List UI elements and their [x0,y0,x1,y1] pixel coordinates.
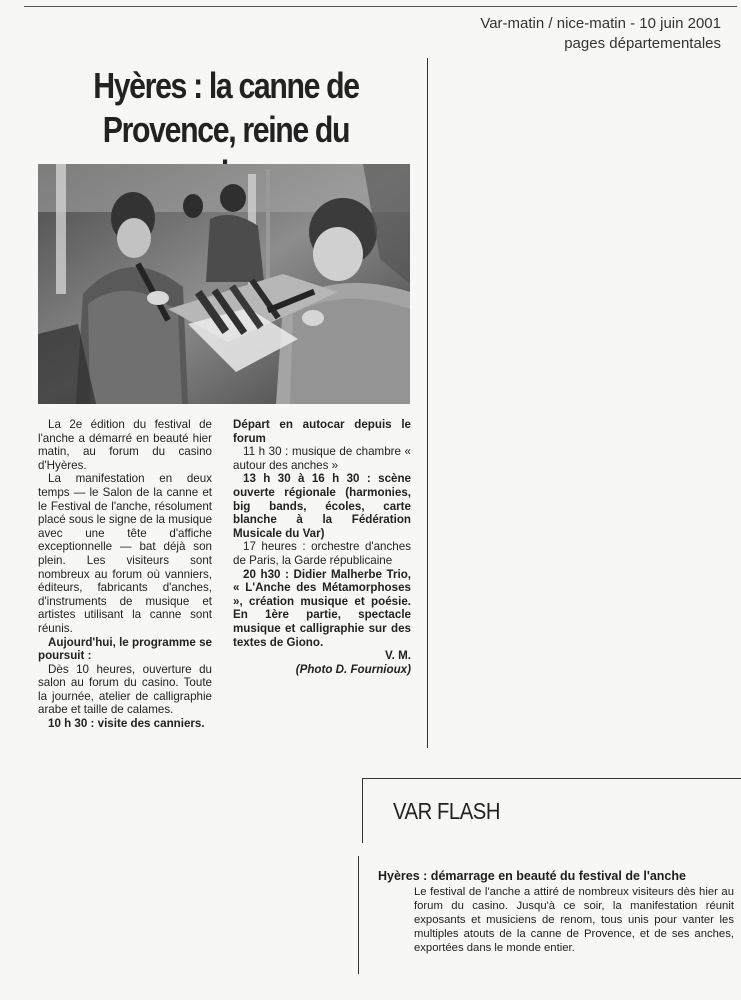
var-flash-headline: Hyères : démarrage en beauté du festival de l'anche [378,869,686,883]
var-flash-item-rule [358,856,359,974]
source-line: Var-matin / nice-matin - 10 juin 2001 [480,15,721,32]
program-paragraph: Dès 10 heures, ouverture du salon au forum du casino. Toute la journée, atelier de calligraphie arabe et taille de calames. [38,662,212,717]
article-photo [38,164,410,404]
var-flash-top-rule [362,778,741,779]
event-paragraph: La manifestation en deux temps — le Salon de la canne et le Festival de l'anche, résolument placé sous le signe de la musique avec une tête d'affiche exceptionnelle — bat déjà son plein. Les visiteurs sont nombreux au forum où vanniers, éditeurs, fabricants d'anches, d'instruments de musique et artistes utilisant la canne sont réunis. [38,472,213,635]
section-line: pages départementales [564,35,721,52]
article-column-right [233,418,411,676]
author-initials: V. M. [385,649,411,663]
article-headline: Hyères : la canne de Provence, reine du [93,65,359,150]
photo-illustration [38,164,410,404]
column-divider [427,58,428,748]
program-item: 10 h 30 : visite des canniers. [48,717,205,731]
article-column-left [38,418,212,731]
program-heading: Aujourd'hui, le programme se poursuit : [38,635,212,663]
var-flash-left-rule [362,778,363,843]
program-item: 17 heures : orchestre d'anches de Paris, la Garde républicaine [233,540,411,567]
intro-paragraph: La 2e édition du festival de l'anche a démarré en beauté hier matin, au forum du casino d'Hyères. [38,418,212,472]
var-flash-body: Le festival de l'anche a attiré de nombreux visiteurs dès hier au forum du casino. Jusqu'à ce soir, la manifestation réunit exposants et musiciens de renom, tous unis pour vanter les multiples atouts de la canne de Provence, et de ses anches, exportées dans le monde entier. [414,886,734,954]
program-item: 11 h 30 : musique de chambre « autour des anches » [233,445,411,472]
photo-credit: (Photo D. Fournioux) [295,662,411,676]
var-flash-title: VAR FLASH [393,798,501,824]
program-item: Départ en autocar depuis le forum [233,418,411,445]
program-item: 20 h30 : Didier Malherbe Trio, « L'Anche des Métamorphoses », création musique et poésie. En 1ère partie, spectacle musique et calligraphie sur des textes de Giono. [233,567,411,649]
source-block [480,14,721,54]
top-rule [24,6,737,7]
program-item: 13 h 30 à 16 h 30 : scène ouverte régionale (harmonies, big bands, écoles, carte blanche à la Fédération Musicale du Var) [233,472,411,540]
